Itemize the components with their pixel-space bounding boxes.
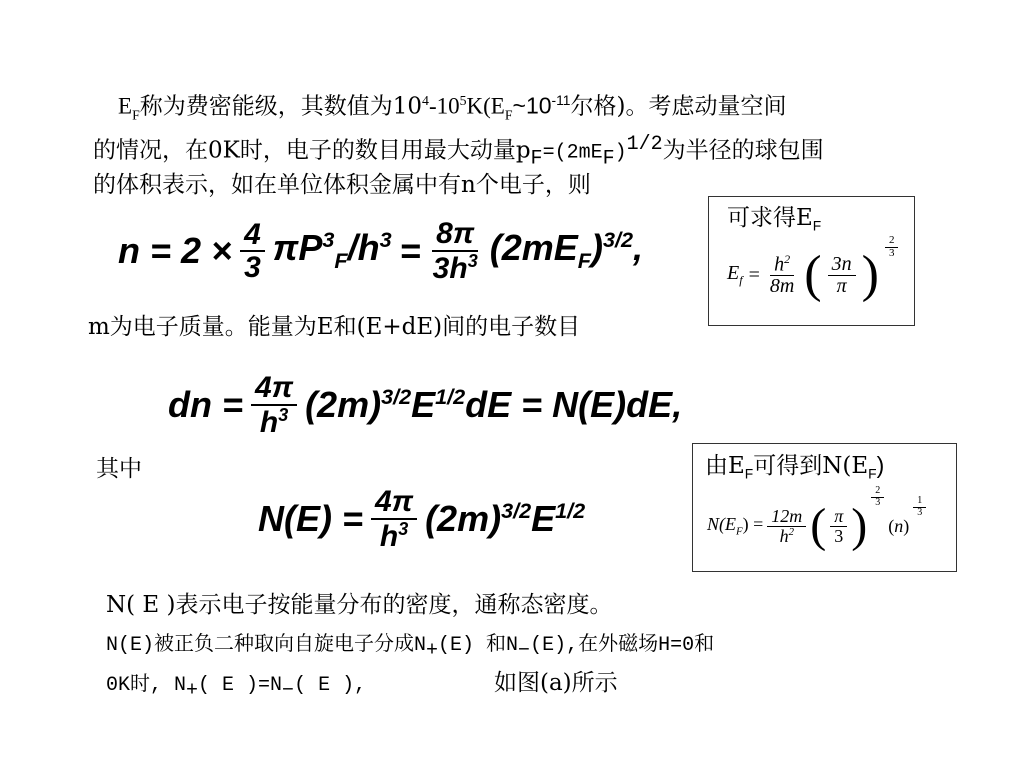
dos-line-3: 0K时, $N_+$( E )$=N_-$( E ), bbox=[106, 674, 367, 703]
figure-reference: 如图(a)所示 bbox=[494, 670, 618, 696]
qizhong-label: 其中 bbox=[96, 456, 142, 482]
box1-title: 可求得$E_F$ bbox=[727, 205, 822, 234]
dos-line-2: N(E)被正负二种取向自旋电子分成$N_+(E)$ 和$N_-(E)$,在外磁场H=0和 bbox=[106, 634, 715, 663]
electron-mass-line: m为电子质量。能量为E和(E+dE)间的电子数目 bbox=[88, 314, 581, 340]
equation-dn: dn = $\frac{4\pi}{h^3}$ $(2m)^{3/2}E^{1/2}dE = N(E)dE$, bbox=[168, 371, 683, 439]
equation-NE: N(E) = $\frac{4\pi}{h^3}$ $(2m)^{3/2}E^{1/2}$ bbox=[258, 485, 586, 553]
box2-formula: $N(E_F)$ = $\frac{12m}{h^2}$ ( $\frac{\pi}{3}$ ) $\frac{2}{3}$ (n) $\frac{1}{3}$ bbox=[707, 502, 926, 550]
dos-line-1: N( E )表示电子按能量分布的密度，通称态密度。 bbox=[106, 592, 613, 618]
intro-line-2: 的情况，在0K时，电子的数目用最大动量$p_F=(2mE_F)^{1/2}$为半径的球包围 bbox=[93, 133, 824, 171]
intro-line-1: $E_F$称为费密能级，其数值为$10^4-10^5K(E_F\sim 10^{-11}$尔格)。考虑动量空间 bbox=[118, 92, 787, 123]
density-of-states-box bbox=[692, 443, 957, 572]
fermi-energy-box bbox=[708, 196, 915, 326]
intro-line-3: 的体积表示，如在单位体积金属中有n个电子，则 bbox=[93, 172, 591, 198]
box1-formula: $E_f$ = $\frac{h^2}{8m}$ ( $\frac{3n}{\pi}$ ) $\frac{2}{3}$ bbox=[727, 249, 898, 301]
equation-n: n = 2 × $\frac{4}{3}$ $\pi P^3_F/h^3$ = $\frac{8\pi}{3h^3}$ $(2mE_F)^{3/2}$, bbox=[118, 217, 643, 285]
box2-title: 由$E_F$可得到$N(E_F)$ bbox=[705, 452, 885, 482]
